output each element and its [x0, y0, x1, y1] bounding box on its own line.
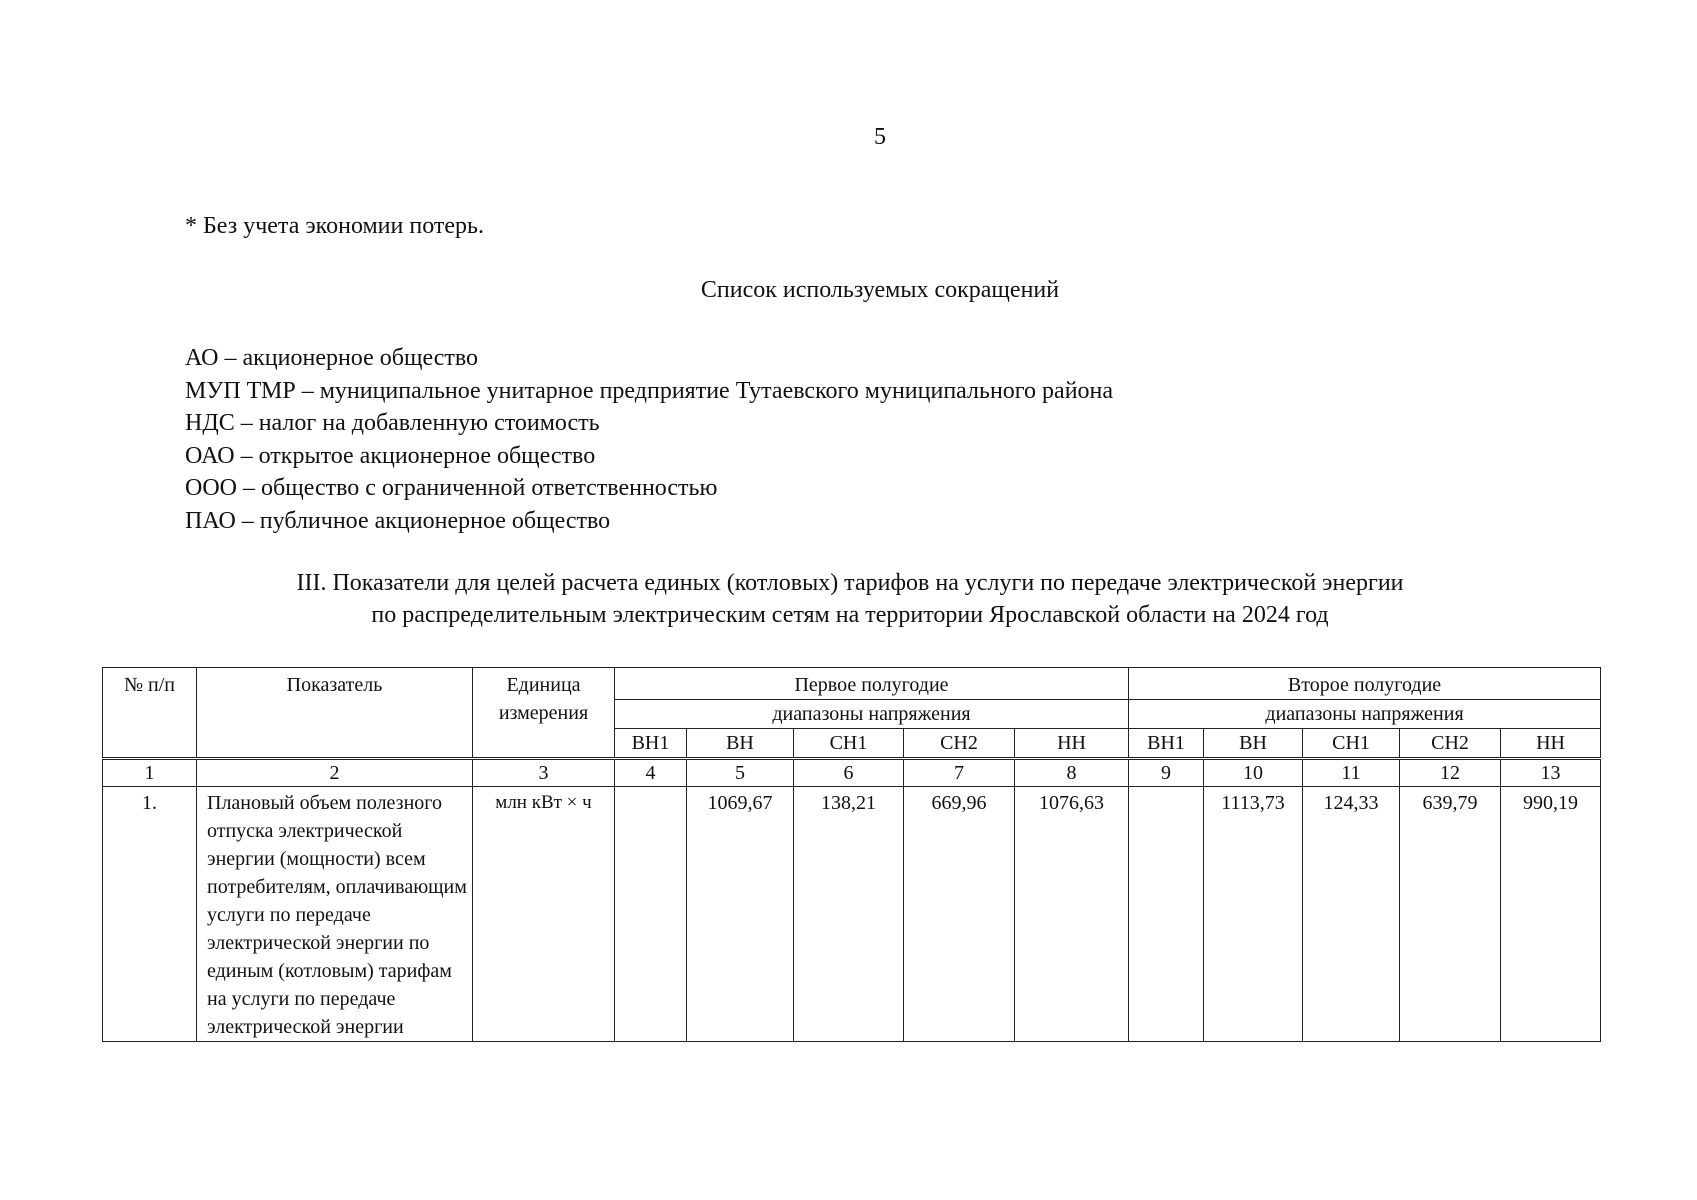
table-header-row	[103, 668, 1601, 700]
value-cell	[1129, 787, 1204, 1042]
column-number: 10	[1204, 759, 1303, 787]
row-num: 1.	[103, 787, 197, 1042]
header-voltage-ranges: диапазоны напряжения	[1129, 700, 1601, 729]
row-unit: млн кВт × ч	[473, 787, 615, 1042]
section-title-line: по распределительным электрическим сетям на территории Ярославской области на 2024 год	[371, 602, 1329, 628]
value-cell: 1069,67	[687, 787, 794, 1042]
column-number: 12	[1400, 759, 1501, 787]
value-cell: 1076,63	[1015, 787, 1129, 1042]
value-cell	[615, 787, 687, 1042]
row-indicator: Плановый объем полезного отпуска электрической энергии (мощности) всем потребителям, оплачивающим услуги по передаче электрической энергии по единым (котловым) тарифам на услуги по передаче электрической энергии	[197, 787, 473, 1042]
header-second-half: Второе полугодие	[1129, 668, 1601, 700]
header-first-half: Первое полугодие	[615, 668, 1129, 700]
table-row	[103, 787, 1601, 1042]
header-unit: Единица измерения	[473, 668, 615, 759]
header-level: ВН	[687, 729, 794, 759]
column-number: 2	[197, 759, 473, 787]
header-voltage-ranges: диапазоны напряжения	[615, 700, 1129, 729]
abbreviations-heading: Список используемых сокращений	[700, 277, 1060, 303]
column-number: 8	[1015, 759, 1129, 787]
page-number: 5	[874, 124, 886, 150]
section-title	[150, 567, 1550, 631]
header-num: № п/п	[103, 668, 197, 759]
value-cell: 1113,73	[1204, 787, 1303, 1042]
header-level: ВН	[1204, 729, 1303, 759]
abbreviation-item: НДС – налог на добавленную стоимость	[185, 410, 600, 436]
column-number: 11	[1303, 759, 1400, 787]
header-level: СН2	[904, 729, 1015, 759]
abbreviation-item: АО – акционерное общество	[185, 345, 479, 371]
value-cell: 138,21	[794, 787, 904, 1042]
value-cell: 639,79	[1400, 787, 1501, 1042]
column-number: 4	[615, 759, 687, 787]
header-level: СН2	[1400, 729, 1501, 759]
header-level: НН	[1501, 729, 1601, 759]
section-title-line: III. Показатели для целей расчета единых (котловых) тарифов на услуги по передаче электрической энергии	[296, 570, 1404, 596]
column-number: 3	[473, 759, 615, 787]
header-level: ВН1	[615, 729, 687, 759]
abbreviation-item: МУП ТМР – муниципальное унитарное предприятие Тутаевского муниципального района	[185, 377, 1114, 404]
header-level: СН1	[794, 729, 904, 759]
tariff-table	[102, 667, 1601, 1042]
value-cell: 990,19	[1501, 787, 1601, 1042]
column-number-row	[103, 759, 1601, 787]
header-level: СН1	[1303, 729, 1400, 759]
header-level: ВН1	[1129, 729, 1204, 759]
header-indicator: Показатель	[197, 668, 473, 759]
column-number: 13	[1501, 759, 1601, 787]
column-number: 7	[904, 759, 1015, 787]
column-number: 5	[687, 759, 794, 787]
column-number: 6	[794, 759, 904, 787]
abbreviation-item: ООО – общество с ограниченной ответственностью	[185, 475, 718, 501]
abbreviations-list	[185, 342, 1113, 537]
header-level: НН	[1015, 729, 1129, 759]
abbreviation-item: ПАО – публичное акционерное общество	[185, 507, 611, 534]
column-number: 1	[103, 759, 197, 787]
column-number: 9	[1129, 759, 1204, 787]
footnote: * Без учета экономии потерь.	[185, 213, 484, 239]
abbreviation-item: ОАО – открытое акционерное общество	[185, 442, 596, 469]
value-cell: 124,33	[1303, 787, 1400, 1042]
value-cell: 669,96	[904, 787, 1015, 1042]
